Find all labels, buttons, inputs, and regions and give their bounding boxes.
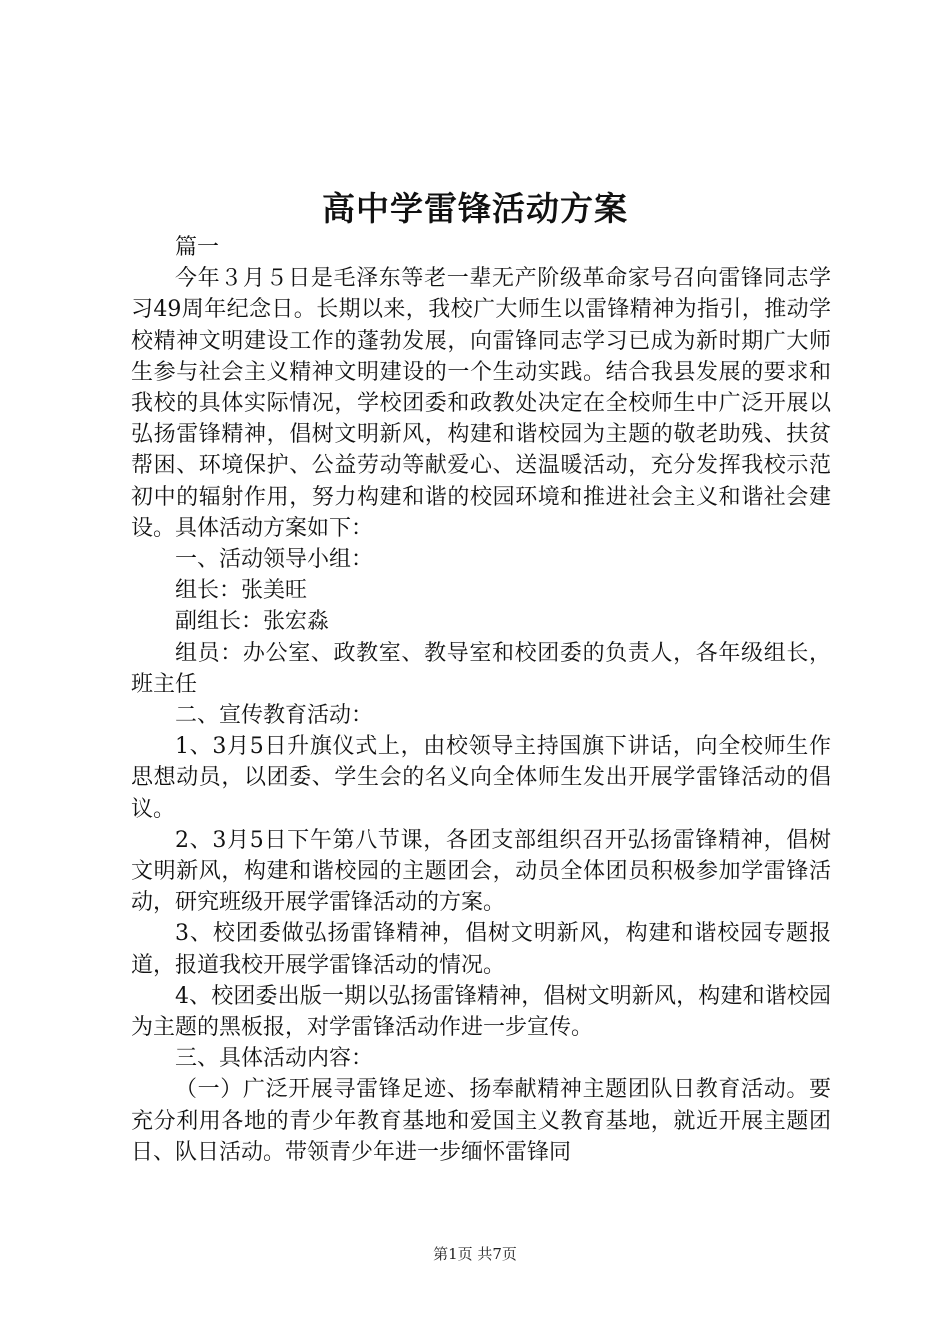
paragraph-item-4: 4、校团委出版一期以弘扬雷锋精神，倡树文明新风，构建和谐校园为主题的黑板报，对学雷锋活动作进一步宣传。 [131,983,831,1041]
paragraph-members: 组员：办公室、政教室、教导室和校团委的负责人，各年级组长，班主任 [131,640,831,697]
paragraph-section-heading: 篇一 [175,235,220,260]
paragraph-item-1: 1、3月5日升旗仪式上，由校领导主持国旗下讲话，向全校师生作思想动员，以团委、学生会的名义向全体师生发出开展学雷锋活动的倡议。 [131,734,831,822]
paragraph-activity-1: （一）广泛开展寻雷锋足迹、扬奉献精神主题团队日教育活动。要充分利用各地的青少年教育基地和爱国主义教育基地，就近开展主题团日、队日活动。带领青少年进一步缅怀雷锋同 [131,1077,831,1165]
document-title: 高中学雷锋活动方案 [322,189,628,228]
paragraph-leader: 组长：张美旺 [175,578,308,604]
paragraph-item-2: 2、3月5日下午第八节课，各团支部组织召开弘扬雷锋精神，倡树文明新风，构建和谐校园的主题团会，动员全体团员积极参加学雷锋活动，研究班级开展学雷锋活动的方案。 [131,827,831,916]
paragraph-heading-leadership: 一、活动领导小组： [175,547,374,573]
document-body [131,232,831,1168]
page-number-footer: 第1页 共7页 [433,1245,517,1263]
paragraph-intro: 今年３月５日是毛泽东等老一辈无产阶级革命家号召向雷锋同志学习49周年纪念日。长期以来，我校广大师生以雷锋精神为指引，推动学校精神文明建设工作的蓬勃发展，向雷锋同志学习已成为新时期广大师生参与社会主义精神文明建设的一个生动实践。结合我县发展的要求和我校的具体实际情况，学校团委和政教处决定在全校师生中广泛开展以弘扬雷锋精神，倡树文明新风，构建和谐校园为主题的敬老助残、扶贫帮困、环境保护、公益劳动等献爱心、送温暖活动，充分发挥我校示范初中的辐射作用，努力构建和谐的校园环境和推进社会主义和谐社会建设。具体活动方案如下： [131,266,831,541]
paragraph-item-3: 3、校团委做弘扬雷锋精神，倡树文明新风，构建和谐校园专题报道，报道我校开展学雷锋活动的情况。 [131,921,831,978]
paragraph-heading-activities: 三、具体活动内容： [175,1046,374,1072]
paragraph-deputy-leader: 副组长：张宏淼 [175,609,330,635]
paragraph-heading-publicity: 二、宣传教育活动： [175,703,374,729]
